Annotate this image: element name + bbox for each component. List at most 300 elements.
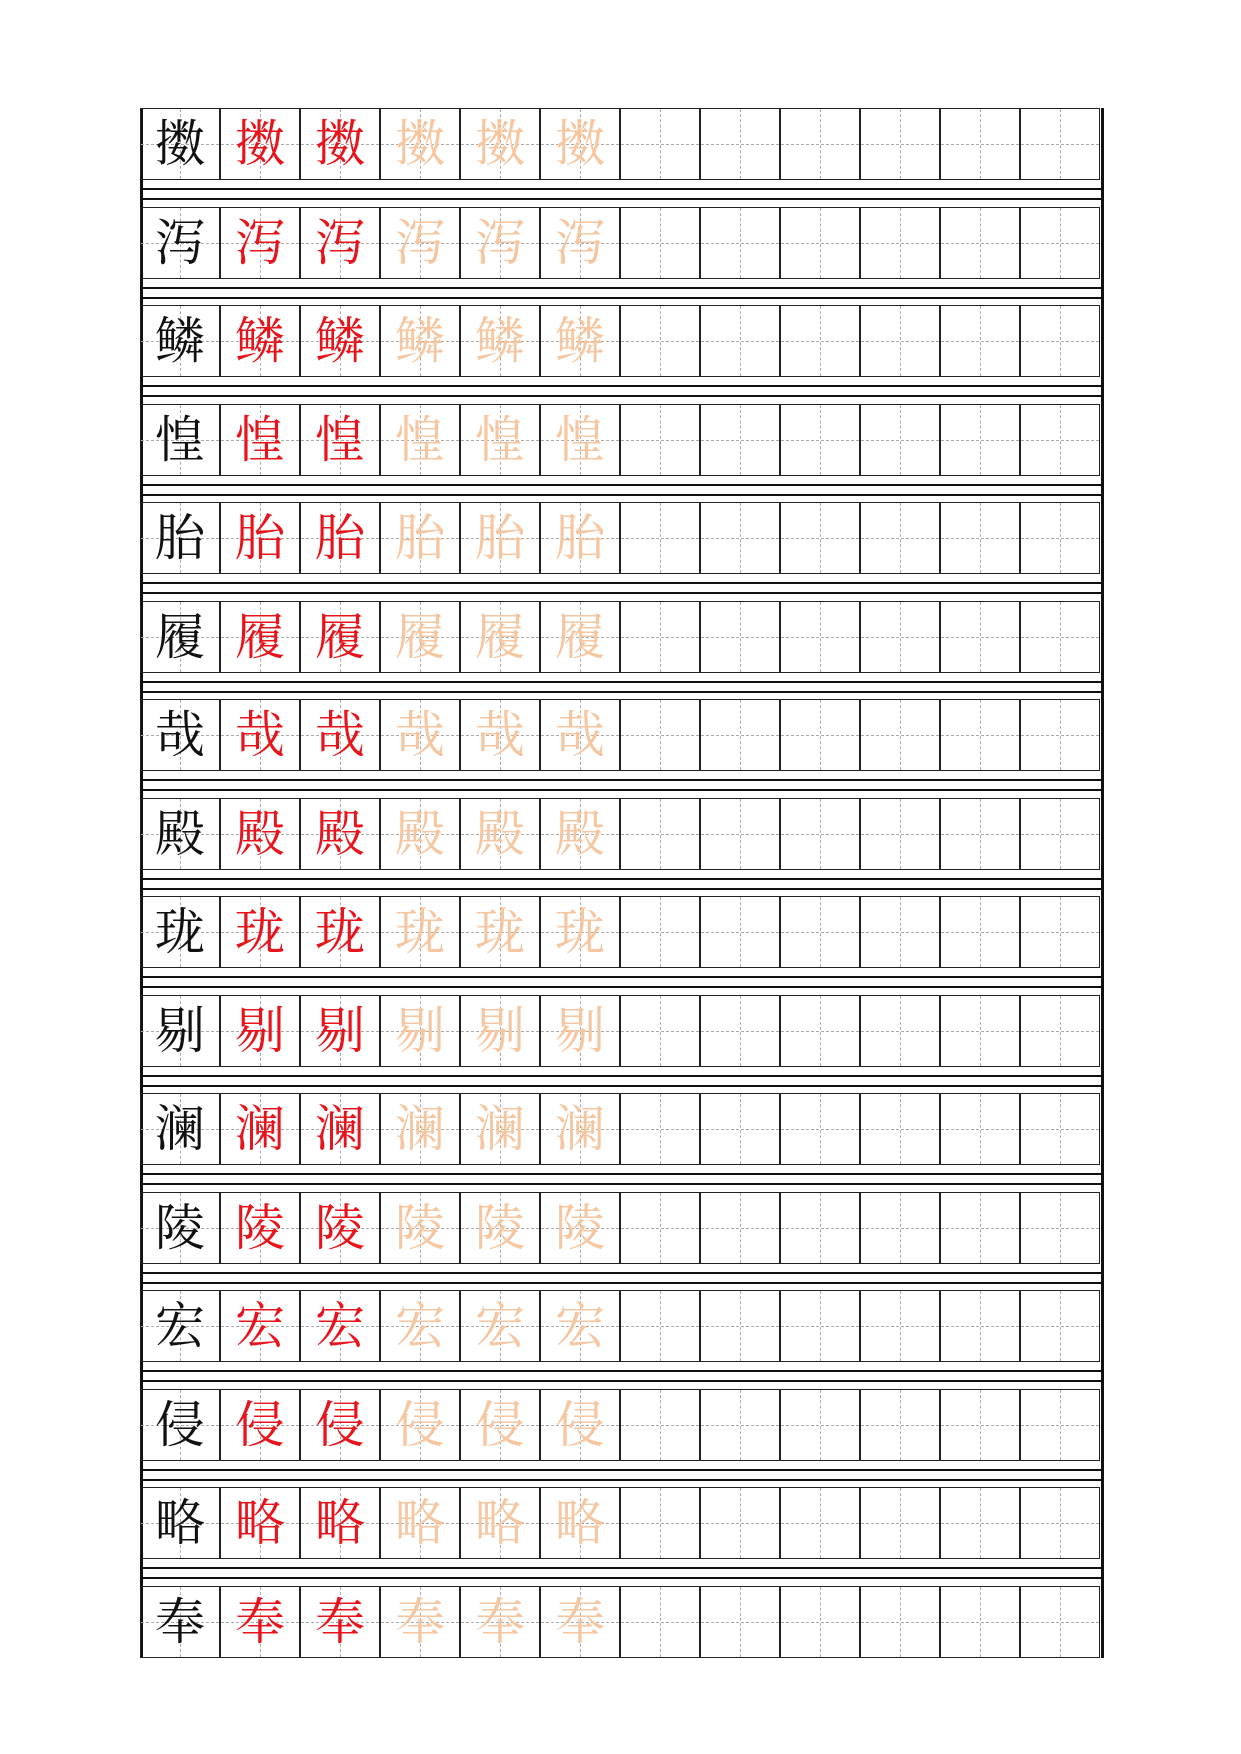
tian-grid-cell[interactable] bbox=[220, 699, 300, 771]
tian-grid-cell[interactable] bbox=[700, 207, 780, 279]
tian-grid-cell[interactable] bbox=[780, 1093, 860, 1165]
red-example-character: 澜 bbox=[235, 1100, 285, 1158]
tian-grid-cell[interactable] bbox=[940, 798, 1020, 870]
tian-grid-cell[interactable] bbox=[860, 896, 940, 968]
tian-grid-cell[interactable] bbox=[220, 404, 300, 476]
tian-grid-cell[interactable] bbox=[700, 896, 780, 968]
model-character: 侵 bbox=[155, 1395, 205, 1454]
practice-row bbox=[140, 896, 1104, 968]
tian-grid-cell[interactable] bbox=[940, 404, 1020, 476]
tian-grid-cell[interactable] bbox=[380, 1389, 460, 1461]
tian-grid-cell[interactable] bbox=[860, 404, 940, 476]
tian-grid-cell[interactable] bbox=[300, 995, 380, 1067]
trace-character: 泻 bbox=[395, 213, 445, 272]
red-example-character: 略 bbox=[315, 1494, 365, 1552]
tian-grid-cell[interactable] bbox=[780, 1487, 860, 1559]
trace-character: 殿 bbox=[555, 804, 605, 863]
trace-character: 鳞 bbox=[395, 312, 445, 370]
trace-character: 陵 bbox=[475, 1198, 525, 1257]
tian-grid-cell[interactable] bbox=[620, 1487, 700, 1559]
red-example-character: 陵 bbox=[235, 1198, 285, 1257]
tian-grid-cell[interactable] bbox=[300, 1586, 380, 1658]
tian-grid-cell[interactable] bbox=[860, 699, 940, 771]
trace-character: 奉 bbox=[555, 1592, 605, 1651]
tian-grid-cell[interactable] bbox=[860, 305, 940, 377]
red-example-character: 鳞 bbox=[235, 312, 285, 370]
tian-grid-cell[interactable] bbox=[460, 1487, 540, 1559]
practice-row bbox=[140, 1192, 1104, 1264]
tian-grid-cell[interactable] bbox=[540, 305, 620, 377]
tian-grid-cell[interactable] bbox=[620, 995, 700, 1067]
tian-grid-cell[interactable] bbox=[300, 1487, 380, 1559]
tian-grid-cell[interactable] bbox=[460, 1586, 540, 1658]
trace-character: 擞 bbox=[395, 115, 445, 173]
tian-grid-cell[interactable] bbox=[1020, 1586, 1100, 1658]
tian-grid-cell[interactable] bbox=[700, 1290, 780, 1362]
practice-row bbox=[140, 1586, 1104, 1658]
tian-grid-cell[interactable] bbox=[140, 699, 220, 771]
tian-grid-cell[interactable] bbox=[1020, 699, 1100, 771]
red-example-character: 宏 bbox=[235, 1297, 285, 1355]
trace-character: 殿 bbox=[395, 804, 445, 863]
row-separator-line bbox=[140, 494, 1104, 496]
tian-grid-cell[interactable] bbox=[1020, 502, 1100, 574]
tian-grid-cell[interactable] bbox=[460, 1192, 540, 1264]
tian-grid-cell[interactable] bbox=[380, 1093, 460, 1165]
tian-grid-cell[interactable] bbox=[460, 896, 540, 968]
trace-character: 惶 bbox=[395, 410, 445, 469]
trace-character: 珑 bbox=[395, 903, 445, 961]
tian-grid-cell[interactable] bbox=[940, 108, 1020, 180]
trace-character: 略 bbox=[395, 1494, 445, 1552]
tian-grid-cell[interactable] bbox=[540, 798, 620, 870]
tian-grid-cell[interactable] bbox=[460, 699, 540, 771]
trace-character: 奉 bbox=[395, 1592, 445, 1651]
red-example-character: 擞 bbox=[315, 115, 365, 173]
tian-grid-cell[interactable] bbox=[1020, 207, 1100, 279]
trace-character: 奉 bbox=[475, 1592, 525, 1651]
model-character: 履 bbox=[155, 607, 205, 666]
tian-grid-cell[interactable] bbox=[700, 305, 780, 377]
trace-character: 胎 bbox=[555, 509, 605, 567]
tian-grid-cell[interactable] bbox=[1020, 798, 1100, 870]
practice-row bbox=[140, 207, 1104, 279]
tian-grid-cell[interactable] bbox=[1020, 1487, 1100, 1559]
tian-grid-cell[interactable] bbox=[220, 502, 300, 574]
tian-grid-cell[interactable] bbox=[140, 502, 220, 574]
trace-character: 泻 bbox=[475, 213, 525, 272]
tian-grid-cell[interactable] bbox=[140, 896, 220, 968]
trace-character: 宏 bbox=[475, 1297, 525, 1355]
tian-grid-cell[interactable] bbox=[1020, 108, 1100, 180]
trace-character: 履 bbox=[475, 607, 525, 666]
tian-grid-cell[interactable] bbox=[620, 1586, 700, 1658]
tian-grid-cell[interactable] bbox=[460, 502, 540, 574]
tian-grid-cell[interactable] bbox=[460, 1290, 540, 1362]
row-separator-line bbox=[140, 1380, 1104, 1382]
tian-grid-cell[interactable] bbox=[540, 1389, 620, 1461]
tian-grid-cell[interactable] bbox=[460, 1389, 540, 1461]
practice-row bbox=[140, 699, 1104, 771]
red-example-character: 侵 bbox=[235, 1395, 285, 1454]
tian-grid-cell[interactable] bbox=[1020, 1389, 1100, 1461]
tian-grid-cell[interactable] bbox=[700, 404, 780, 476]
trace-character: 略 bbox=[475, 1494, 525, 1552]
tian-grid-cell[interactable] bbox=[300, 305, 380, 377]
trace-character: 澜 bbox=[475, 1100, 525, 1158]
tian-grid-cell[interactable] bbox=[460, 207, 540, 279]
tian-grid-cell[interactable] bbox=[140, 404, 220, 476]
tian-grid-cell[interactable] bbox=[700, 1192, 780, 1264]
model-character: 宏 bbox=[155, 1297, 205, 1355]
tian-grid-cell[interactable] bbox=[140, 1093, 220, 1165]
tian-grid-cell[interactable] bbox=[540, 1192, 620, 1264]
tian-grid-cell[interactable] bbox=[220, 108, 300, 180]
trace-character: 侵 bbox=[475, 1395, 525, 1454]
row-separator-line bbox=[140, 1272, 1104, 1274]
red-example-character: 惶 bbox=[315, 410, 365, 469]
tian-grid-cell[interactable] bbox=[220, 798, 300, 870]
tian-grid-cell[interactable] bbox=[940, 502, 1020, 574]
tian-grid-cell[interactable] bbox=[940, 1389, 1020, 1461]
red-example-character: 鳞 bbox=[315, 312, 365, 370]
tian-grid-cell[interactable] bbox=[940, 1093, 1020, 1165]
red-example-character: 履 bbox=[235, 607, 285, 666]
trace-character: 鳞 bbox=[555, 312, 605, 370]
tian-grid-cell[interactable] bbox=[380, 502, 460, 574]
trace-character: 略 bbox=[555, 1494, 605, 1552]
tian-grid-cell[interactable] bbox=[380, 699, 460, 771]
tian-grid-cell[interactable] bbox=[1020, 305, 1100, 377]
tian-grid-cell[interactable] bbox=[860, 798, 940, 870]
tian-grid-cell[interactable] bbox=[220, 1389, 300, 1461]
tian-grid-cell[interactable] bbox=[780, 1290, 860, 1362]
tian-grid-cell[interactable] bbox=[300, 108, 380, 180]
red-example-character: 殿 bbox=[235, 804, 285, 863]
tian-grid-cell[interactable] bbox=[940, 207, 1020, 279]
tian-grid-cell[interactable] bbox=[860, 1487, 940, 1559]
tian-grid-cell[interactable] bbox=[140, 305, 220, 377]
tian-grid-cell[interactable] bbox=[700, 798, 780, 870]
tian-grid-cell[interactable] bbox=[380, 601, 460, 673]
tian-grid-cell[interactable] bbox=[620, 207, 700, 279]
tian-grid-cell[interactable] bbox=[940, 896, 1020, 968]
tian-grid-cell[interactable] bbox=[860, 601, 940, 673]
red-example-character: 剔 bbox=[315, 1001, 365, 1060]
tian-grid-cell[interactable] bbox=[1020, 1192, 1100, 1264]
tian-grid-cell[interactable] bbox=[220, 207, 300, 279]
tian-grid-cell[interactable] bbox=[140, 1586, 220, 1658]
tian-grid-cell[interactable] bbox=[380, 1487, 460, 1559]
trace-character: 鳞 bbox=[475, 312, 525, 370]
tian-grid-cell[interactable] bbox=[780, 305, 860, 377]
tian-grid-cell[interactable] bbox=[620, 601, 700, 673]
trace-character: 擞 bbox=[475, 115, 525, 173]
tian-grid-cell[interactable] bbox=[780, 601, 860, 673]
tian-grid-cell[interactable] bbox=[300, 1093, 380, 1165]
tian-grid-cell[interactable] bbox=[860, 207, 940, 279]
tian-grid-cell[interactable] bbox=[700, 502, 780, 574]
tian-grid-cell[interactable] bbox=[620, 1290, 700, 1362]
tian-grid-cell[interactable] bbox=[380, 305, 460, 377]
tian-grid-cell[interactable] bbox=[540, 1093, 620, 1165]
tian-grid-cell[interactable] bbox=[220, 305, 300, 377]
tian-grid-cell[interactable] bbox=[300, 1389, 380, 1461]
tian-grid-cell[interactable] bbox=[780, 995, 860, 1067]
tian-grid-cell[interactable] bbox=[620, 1389, 700, 1461]
red-example-character: 侵 bbox=[315, 1395, 365, 1454]
model-character: 剔 bbox=[155, 1001, 205, 1060]
tian-grid-cell[interactable] bbox=[220, 1586, 300, 1658]
tian-grid-cell[interactable] bbox=[220, 1192, 300, 1264]
tian-grid-cell[interactable] bbox=[540, 601, 620, 673]
trace-character: 宏 bbox=[395, 1297, 445, 1355]
tian-grid-cell[interactable] bbox=[620, 1192, 700, 1264]
model-character: 澜 bbox=[155, 1100, 205, 1158]
tian-grid-cell[interactable] bbox=[780, 108, 860, 180]
red-example-character: 胎 bbox=[315, 509, 365, 567]
row-separator-line bbox=[140, 287, 1104, 289]
red-example-character: 陵 bbox=[315, 1198, 365, 1257]
tian-grid-cell[interactable] bbox=[300, 1290, 380, 1362]
tian-grid-cell[interactable] bbox=[860, 1192, 940, 1264]
trace-character: 哉 bbox=[395, 706, 445, 764]
tian-grid-cell[interactable] bbox=[140, 207, 220, 279]
tian-grid-cell[interactable] bbox=[860, 1586, 940, 1658]
tian-grid-cell[interactable] bbox=[1020, 896, 1100, 968]
tian-grid-cell[interactable] bbox=[780, 896, 860, 968]
tian-grid-cell[interactable] bbox=[460, 601, 540, 673]
tian-grid-cell[interactable] bbox=[300, 896, 380, 968]
row-separator-line bbox=[140, 484, 1104, 486]
tian-grid-cell[interactable] bbox=[540, 1586, 620, 1658]
tian-grid-cell[interactable] bbox=[780, 1192, 860, 1264]
tian-grid-cell[interactable] bbox=[940, 995, 1020, 1067]
tian-grid-cell[interactable] bbox=[940, 1487, 1020, 1559]
tian-grid-cell[interactable] bbox=[300, 1192, 380, 1264]
row-separator-line bbox=[140, 188, 1104, 190]
trace-character: 剔 bbox=[475, 1001, 525, 1060]
trace-character: 剔 bbox=[555, 1001, 605, 1060]
row-separator-line bbox=[140, 789, 1104, 791]
tian-grid-cell[interactable] bbox=[860, 502, 940, 574]
tian-grid-cell[interactable] bbox=[380, 207, 460, 279]
red-example-character: 惶 bbox=[235, 410, 285, 469]
trace-character: 宏 bbox=[555, 1297, 605, 1355]
trace-character: 陵 bbox=[555, 1198, 605, 1257]
trace-character: 胎 bbox=[475, 509, 525, 567]
tian-grid-cell[interactable] bbox=[860, 995, 940, 1067]
tian-grid-cell[interactable] bbox=[860, 1290, 940, 1362]
practice-row bbox=[140, 601, 1104, 673]
row-separator-line bbox=[140, 592, 1104, 594]
tian-grid-cell[interactable] bbox=[460, 995, 540, 1067]
tian-grid-cell[interactable] bbox=[860, 1093, 940, 1165]
tian-grid-cell[interactable] bbox=[700, 1389, 780, 1461]
tian-grid-cell[interactable] bbox=[540, 207, 620, 279]
tian-grid-cell[interactable] bbox=[140, 1192, 220, 1264]
tian-grid-cell[interactable] bbox=[220, 1487, 300, 1559]
tian-grid-cell[interactable] bbox=[620, 502, 700, 574]
trace-character: 履 bbox=[395, 607, 445, 666]
tian-grid-cell[interactable] bbox=[140, 1290, 220, 1362]
trace-character: 澜 bbox=[555, 1100, 605, 1158]
tian-grid-cell[interactable] bbox=[940, 1586, 1020, 1658]
tian-grid-cell[interactable] bbox=[540, 1487, 620, 1559]
tian-grid-cell[interactable] bbox=[380, 1290, 460, 1362]
tian-grid-cell[interactable] bbox=[780, 502, 860, 574]
practice-row bbox=[140, 404, 1104, 476]
tian-grid-cell[interactable] bbox=[300, 207, 380, 279]
tian-grid-cell[interactable] bbox=[140, 601, 220, 673]
tian-grid-cell[interactable] bbox=[700, 1093, 780, 1165]
tian-grid-cell[interactable] bbox=[700, 699, 780, 771]
model-character: 殿 bbox=[155, 804, 205, 863]
tian-grid-cell[interactable] bbox=[700, 1586, 780, 1658]
model-character: 鳞 bbox=[155, 312, 205, 370]
tian-grid-cell[interactable] bbox=[540, 404, 620, 476]
tian-grid-cell[interactable] bbox=[300, 699, 380, 771]
tian-grid-cell[interactable] bbox=[380, 1192, 460, 1264]
trace-character: 胎 bbox=[395, 509, 445, 567]
tian-grid-cell[interactable] bbox=[380, 896, 460, 968]
tian-grid-cell[interactable] bbox=[1020, 1093, 1100, 1165]
red-example-character: 珑 bbox=[235, 903, 285, 961]
tian-grid-cell[interactable] bbox=[460, 798, 540, 870]
tian-grid-cell[interactable] bbox=[460, 305, 540, 377]
tian-grid-cell[interactable] bbox=[780, 798, 860, 870]
red-example-character: 奉 bbox=[315, 1592, 365, 1651]
model-character: 泻 bbox=[155, 213, 205, 272]
tian-grid-cell[interactable] bbox=[1020, 1290, 1100, 1362]
tian-grid-cell[interactable] bbox=[540, 896, 620, 968]
tian-grid-cell[interactable] bbox=[700, 995, 780, 1067]
tian-grid-cell[interactable] bbox=[1020, 601, 1100, 673]
trace-character: 珑 bbox=[555, 903, 605, 961]
red-example-character: 履 bbox=[315, 607, 365, 666]
tian-grid-cell[interactable] bbox=[380, 108, 460, 180]
trace-character: 泻 bbox=[555, 213, 605, 272]
practice-row bbox=[140, 1093, 1104, 1165]
red-example-character: 胎 bbox=[235, 509, 285, 567]
trace-character: 侵 bbox=[395, 1395, 445, 1454]
tian-grid-cell[interactable] bbox=[140, 995, 220, 1067]
tian-grid-cell[interactable] bbox=[1020, 404, 1100, 476]
row-separator-line bbox=[140, 385, 1104, 387]
tian-grid-cell[interactable] bbox=[780, 699, 860, 771]
row-separator-line bbox=[140, 582, 1104, 584]
practice-row bbox=[140, 1487, 1104, 1559]
practice-row bbox=[140, 798, 1104, 870]
tian-grid-cell[interactable] bbox=[140, 798, 220, 870]
tian-grid-cell[interactable] bbox=[620, 896, 700, 968]
practice-row bbox=[140, 1389, 1104, 1461]
tian-grid-cell[interactable] bbox=[540, 108, 620, 180]
practice-row bbox=[140, 502, 1104, 574]
tian-grid-cell[interactable] bbox=[460, 404, 540, 476]
tian-grid-cell[interactable] bbox=[780, 1389, 860, 1461]
row-separator-line bbox=[140, 1085, 1104, 1087]
red-example-character: 略 bbox=[235, 1494, 285, 1552]
model-character: 珑 bbox=[155, 903, 205, 961]
model-character: 略 bbox=[155, 1494, 205, 1552]
tian-grid-cell[interactable] bbox=[1020, 995, 1100, 1067]
tian-grid-cell[interactable] bbox=[780, 207, 860, 279]
tian-grid-cell[interactable] bbox=[300, 798, 380, 870]
tian-grid-cell[interactable] bbox=[380, 1586, 460, 1658]
row-separator-line bbox=[140, 779, 1104, 781]
tian-grid-cell[interactable] bbox=[140, 1389, 220, 1461]
tian-grid-cell[interactable] bbox=[700, 108, 780, 180]
tian-grid-cell[interactable] bbox=[620, 798, 700, 870]
tian-grid-cell[interactable] bbox=[380, 798, 460, 870]
tian-grid-cell[interactable] bbox=[620, 108, 700, 180]
tian-grid-cell[interactable] bbox=[380, 404, 460, 476]
tian-grid-cell[interactable] bbox=[940, 1192, 1020, 1264]
tian-grid-cell[interactable] bbox=[620, 404, 700, 476]
tian-grid-cell[interactable] bbox=[220, 896, 300, 968]
tian-grid-cell[interactable] bbox=[300, 404, 380, 476]
tian-grid-cell[interactable] bbox=[220, 601, 300, 673]
tian-grid-cell[interactable] bbox=[300, 502, 380, 574]
row-separator-line bbox=[140, 878, 1104, 880]
tian-grid-cell[interactable] bbox=[460, 1093, 540, 1165]
trace-character: 陵 bbox=[395, 1198, 445, 1257]
tian-grid-cell[interactable] bbox=[940, 305, 1020, 377]
tian-grid-cell[interactable] bbox=[140, 1487, 220, 1559]
tian-grid-cell[interactable] bbox=[940, 1290, 1020, 1362]
tian-grid-cell[interactable] bbox=[620, 699, 700, 771]
row-separator-line bbox=[140, 976, 1104, 978]
row-separator-line bbox=[140, 1075, 1104, 1077]
tian-grid-cell[interactable] bbox=[700, 1487, 780, 1559]
tian-grid-cell[interactable] bbox=[940, 699, 1020, 771]
tian-grid-cell[interactable] bbox=[860, 108, 940, 180]
practice-row bbox=[140, 108, 1104, 180]
tian-grid-cell[interactable] bbox=[540, 699, 620, 771]
row-separator-line bbox=[140, 395, 1104, 397]
model-character: 擞 bbox=[155, 115, 205, 173]
tian-grid-cell[interactable] bbox=[380, 995, 460, 1067]
tian-grid-cell[interactable] bbox=[220, 1290, 300, 1362]
tian-grid-cell[interactable] bbox=[220, 1093, 300, 1165]
tian-grid-cell[interactable] bbox=[780, 1586, 860, 1658]
row-separator-line bbox=[140, 888, 1104, 890]
red-example-character: 澜 bbox=[315, 1100, 365, 1158]
tian-grid-cell[interactable] bbox=[540, 502, 620, 574]
tian-grid-cell[interactable] bbox=[940, 601, 1020, 673]
tian-grid-cell[interactable] bbox=[540, 1290, 620, 1362]
tian-grid-cell[interactable] bbox=[540, 995, 620, 1067]
red-example-character: 剔 bbox=[235, 1001, 285, 1060]
tian-grid-cell[interactable] bbox=[620, 1093, 700, 1165]
row-separator-line bbox=[140, 1479, 1104, 1481]
row-separator-line bbox=[140, 691, 1104, 693]
tian-grid-cell[interactable] bbox=[140, 108, 220, 180]
row-separator-line bbox=[140, 297, 1104, 299]
model-character: 哉 bbox=[155, 706, 205, 764]
trace-character: 侵 bbox=[555, 1395, 605, 1454]
tian-grid-cell[interactable] bbox=[780, 404, 860, 476]
tian-grid-cell[interactable] bbox=[300, 601, 380, 673]
tian-grid-cell[interactable] bbox=[460, 108, 540, 180]
tian-grid-cell[interactable] bbox=[220, 995, 300, 1067]
red-example-character: 宏 bbox=[315, 1297, 365, 1355]
tian-grid-cell[interactable] bbox=[700, 601, 780, 673]
tian-grid-cell[interactable] bbox=[860, 1389, 940, 1461]
tian-grid-cell[interactable] bbox=[620, 305, 700, 377]
model-character: 奉 bbox=[155, 1592, 205, 1651]
